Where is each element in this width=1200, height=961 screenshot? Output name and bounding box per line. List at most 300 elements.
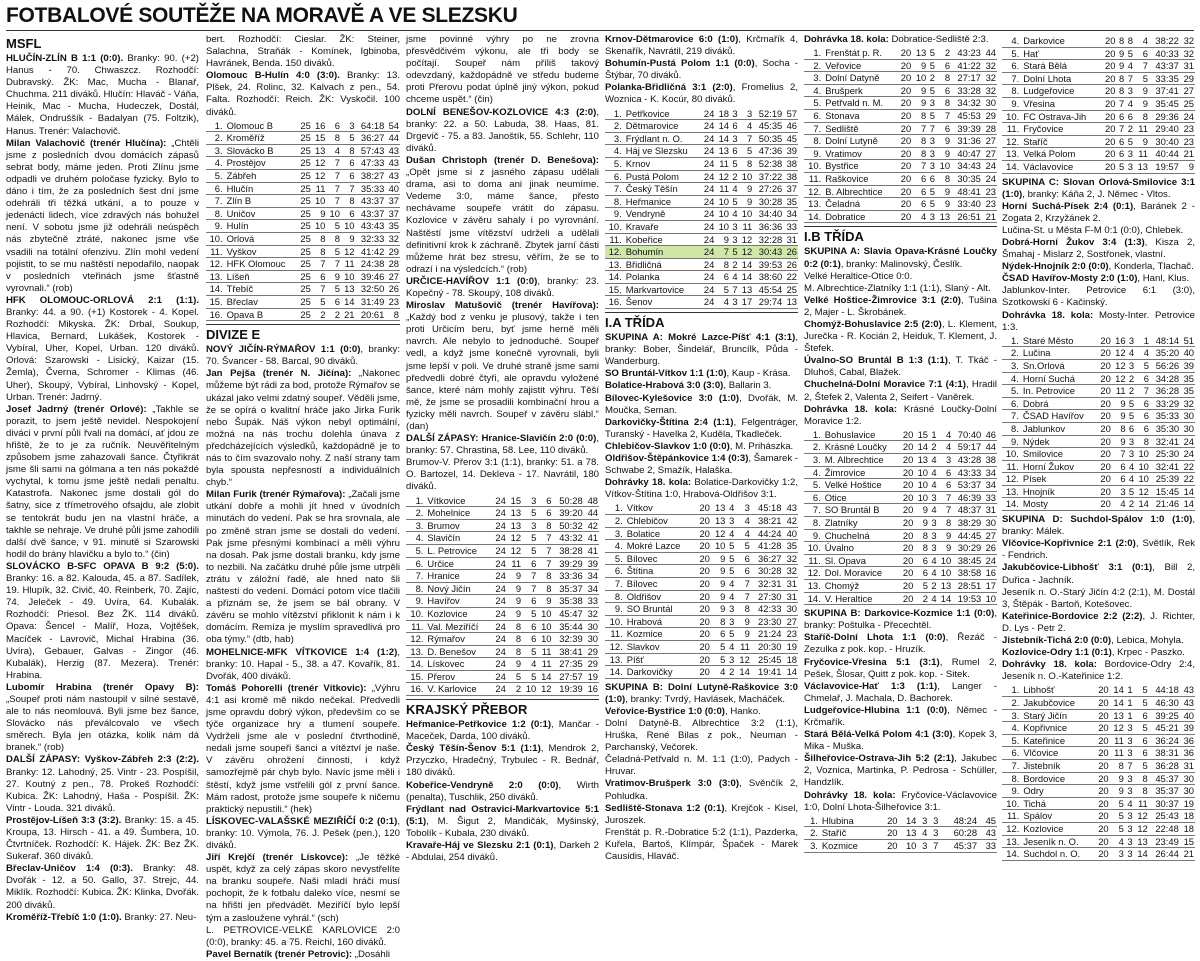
team-name: Stará Bělá xyxy=(1020,60,1101,73)
table-cell: 23 xyxy=(982,198,997,211)
table-cell: 30 xyxy=(1180,422,1195,435)
table-cell: 10. xyxy=(804,160,822,173)
article-paragraph: Bílovec-Kylešovice 3:0 (1:0), Dvořák, M. Moučka, Seman. xyxy=(605,392,798,416)
table-cell: 8 xyxy=(938,516,953,529)
table-cell: 5 xyxy=(522,670,537,683)
standings-table xyxy=(406,495,599,697)
table-cell: 20 xyxy=(897,47,912,59)
team-name: Dolní Datyně xyxy=(822,72,897,85)
article-paragraph: bert. Rozhodčí: Cieslar. ŽK: Steiner, Salachna, Straňák - Komínek, Igbinoba, Havránek, Benda. 150 diváků. xyxy=(206,34,400,70)
team-name: Kozmice xyxy=(624,628,696,641)
table-cell: 35 xyxy=(1180,385,1195,398)
table-cell: 14 xyxy=(739,271,754,284)
table-row xyxy=(605,195,798,208)
table-cell: 24 xyxy=(701,108,716,120)
section-heading: KRAJSKÝ PŘEBOR xyxy=(406,699,599,717)
page-headline: FOTBALOVÉ SOUTĚŽE NA MORAVĚ A VE SLEZSKU xyxy=(6,4,518,27)
table-cell: 24 xyxy=(492,595,507,608)
team-name: Píšť xyxy=(624,653,696,666)
table-cell: 4 xyxy=(929,554,938,567)
table-cell: 5 xyxy=(1110,797,1125,810)
table-cell: 20 xyxy=(897,198,912,211)
table-row xyxy=(406,507,599,520)
table-cell: 2 xyxy=(326,308,341,321)
table-row xyxy=(804,827,997,840)
article-paragraph: Dohrávka 18. kola: Dobratice-Sedliště 2:3. xyxy=(804,34,989,45)
table-cell: 5 xyxy=(927,47,936,59)
table-cell: 8 xyxy=(507,620,522,633)
table-cell: 1. xyxy=(605,108,623,120)
table-cell: 32:39 xyxy=(553,633,584,646)
table-cell: 5 xyxy=(927,198,936,211)
table-cell: 14 xyxy=(914,441,929,454)
table-cell: 18 xyxy=(1180,822,1195,835)
table-cell: 9 xyxy=(537,595,552,608)
table-cell: 24 xyxy=(982,554,997,567)
article-paragraph: Lubomír Hrabina (trenér Opavy B): „Soupeř proti nám nastoupil v silné sestavě, ale to nás neomlouvá. Byli jsme bez šance, Slovácko nás převálcovalo ve všech směrech. Byla jen otázka, kolik nám dá branek.“ (rob) xyxy=(6,681,199,754)
article-paragraph: Chuchelná-Dolní Moravice 7:1 (4:1), Hradil 2, Štefek 2, Valenta 2, Seifert - Vaněrek. xyxy=(804,379,997,403)
table-cell: 24 xyxy=(492,557,507,570)
section-heading: I.A TŘÍDA xyxy=(605,312,798,330)
table-cell: 9 xyxy=(912,59,927,72)
table-cell: 4 xyxy=(929,454,938,467)
table-cell: 20 xyxy=(1094,759,1109,772)
table-cell: 8 xyxy=(537,519,552,532)
table-cell: 3 xyxy=(917,839,928,852)
table-cell: 3 xyxy=(1125,722,1134,735)
team-name: Vítkov xyxy=(624,502,696,514)
table-cell: 10 xyxy=(537,633,552,646)
table-cell: 24 xyxy=(701,271,716,284)
table-cell: 7. xyxy=(1002,72,1020,85)
table-cell: 9 xyxy=(326,270,341,283)
table-cell: 9 xyxy=(936,198,951,211)
table-cell: 43:43 xyxy=(356,220,386,233)
table-cell: 5 xyxy=(1110,822,1125,835)
table-row xyxy=(1002,160,1195,173)
table-cell: 9 xyxy=(1110,772,1125,785)
section-heading: MSFL xyxy=(6,36,42,51)
table-cell: 10 xyxy=(341,270,356,283)
table-cell: 29:36 xyxy=(1149,110,1180,123)
table-cell: 5 xyxy=(1134,696,1149,709)
table-cell: 20 xyxy=(1097,385,1112,398)
table-cell: 14 xyxy=(537,670,552,683)
table-cell: 39 xyxy=(783,145,798,158)
table-cell: 1. xyxy=(1002,684,1020,696)
table-cell: 43:37 xyxy=(356,207,386,220)
article-paragraph: Stará Bělá-Velká Polom 4:1 (3:0), Kopek 3, Mika - Muška. xyxy=(804,729,997,753)
table-cell: 24 xyxy=(492,607,507,620)
table-cell: 25 xyxy=(297,195,312,208)
table-cell: 24 xyxy=(701,246,716,259)
table-cell: 12 xyxy=(1112,372,1127,385)
team-name: In. Petrovice xyxy=(1020,385,1097,398)
table-cell: 24 xyxy=(701,283,716,296)
team-name: Rýmařov xyxy=(424,633,491,646)
table-cell: 9. xyxy=(1002,435,1020,448)
table-cell: 6 xyxy=(735,552,750,565)
team-name: Horní Žukov xyxy=(1020,460,1097,473)
table-cell: 2 xyxy=(730,258,739,271)
table-cell: 35:33 xyxy=(1150,410,1180,423)
table-cell: 5 xyxy=(522,544,537,557)
table-cell: 8 xyxy=(312,233,327,246)
table-row xyxy=(406,645,599,658)
team-name: Vratimov xyxy=(822,147,897,160)
table-cell: 5. xyxy=(406,544,424,557)
table-cell: 28:51 xyxy=(952,579,982,592)
team-name: Přerov xyxy=(424,670,491,683)
table-row xyxy=(804,110,997,123)
table-cell: 7 xyxy=(936,110,951,123)
table-cell: 30 xyxy=(782,603,798,616)
table-row xyxy=(605,296,798,309)
table-cell: 6. xyxy=(1002,747,1020,760)
team-name: Kozlovice xyxy=(1020,822,1094,835)
table-cell: 4 xyxy=(726,590,735,603)
table-cell: 4 xyxy=(726,502,735,514)
table-cell: 9 xyxy=(735,628,750,641)
table-cell: 44 xyxy=(584,507,599,520)
team-name: L. Petrovice xyxy=(424,544,491,557)
table-cell: 42 xyxy=(584,519,599,532)
team-name: Vřesina xyxy=(1020,97,1101,110)
table-cell: 38:58 xyxy=(952,567,982,580)
table-cell: 16 xyxy=(1112,335,1127,347)
table-cell: 6 xyxy=(914,554,929,567)
table-row xyxy=(1002,347,1195,360)
table-cell: 13 xyxy=(1134,835,1149,848)
table-cell: 10. xyxy=(406,607,424,620)
table-cell: 11 xyxy=(1134,123,1149,136)
table-cell: 20 xyxy=(1101,148,1116,161)
table-cell: 20 xyxy=(900,554,915,567)
table-row xyxy=(1002,460,1195,473)
table-cell: 7 xyxy=(312,283,327,296)
table-cell: 40 xyxy=(782,527,798,540)
table-cell: 7. xyxy=(605,183,623,196)
table-cell: 29 xyxy=(385,245,400,258)
team-name: Brumov xyxy=(424,519,491,532)
table-row xyxy=(1002,85,1195,98)
table-cell: 12. xyxy=(605,246,623,259)
team-name: Velké Hoštice xyxy=(822,479,900,492)
table-cell: 36 xyxy=(1180,747,1195,760)
table-cell: 20 xyxy=(1094,822,1109,835)
table-cell: 24 xyxy=(492,582,507,595)
table-cell: 20 xyxy=(880,815,899,827)
table-cell: 5 xyxy=(1125,135,1134,148)
table-cell: 31 xyxy=(782,590,798,603)
table-cell: 39:53 xyxy=(753,258,783,271)
table-cell: 5 xyxy=(726,552,735,565)
table-cell: 26:51 xyxy=(951,210,982,223)
table-cell: 35:30 xyxy=(1150,422,1180,435)
table-cell: 32:31 xyxy=(751,577,783,590)
table-cell: 15:45 xyxy=(1150,485,1180,498)
table-cell: 9 xyxy=(1116,47,1125,60)
team-name: B. Albrechtice xyxy=(822,185,897,198)
table-cell: 3 xyxy=(928,827,939,840)
table-cell: 13 xyxy=(914,454,929,467)
table-cell: 43 xyxy=(1180,684,1195,696)
table-cell: 13 xyxy=(312,144,327,157)
article-paragraph: Dobrá-Horní Žukov 3:4 (1:3), Kisza 2, Šmahaj - Mislarz 2, Sostřonek, vlastní. xyxy=(1002,237,1195,261)
team-name: Šenov xyxy=(623,296,701,309)
team-name: FC Ostrava-Jih xyxy=(1020,110,1101,123)
article-paragraph: Sedliště-Stonava 1:2 (0:1), Krejčok - Kisel, Juroszek. xyxy=(605,802,798,826)
table-row xyxy=(206,258,400,271)
table-cell: 42:33 xyxy=(751,603,783,616)
team-name: Uničov xyxy=(224,207,298,220)
table-cell: 36:28 xyxy=(1150,385,1180,398)
table-cell: 36:36 xyxy=(753,220,783,233)
table-cell: 6 xyxy=(936,59,951,72)
table-row xyxy=(1002,709,1195,722)
team-name: Dolní Lutyně xyxy=(822,135,897,148)
article-paragraph: LÍSKOVEC-VALAŠSKÉ MEZIŘÍČÍ 0:2 (0:1), branky: 10. Výmola, 76. J. Pešek (pen.), 120 diváků. xyxy=(206,815,400,851)
table-cell: 5 xyxy=(1134,722,1149,735)
table-cell: 25 xyxy=(297,182,312,195)
table-cell: 14 xyxy=(1134,848,1149,861)
table-cell: 18 xyxy=(1180,810,1195,823)
table-cell: 60:28 xyxy=(939,827,978,840)
article-paragraph: NOVÝ JIČÍN-RÝMAŘOV 1:1 (0:0), branky: 70. Švancer - 58. Barcal, 90 diváků. xyxy=(206,344,400,368)
table-cell: 39 xyxy=(584,557,599,570)
table-cell: 41 xyxy=(584,532,599,545)
table-cell: 20 xyxy=(695,628,710,641)
article-paragraph: Dohrávka 18. kola: Mosty-Inter. Petrovice 1:3. xyxy=(1002,309,1195,333)
table-cell: 10 xyxy=(899,839,918,852)
table-cell: 43:33 xyxy=(952,466,982,479)
team-name: Sl. Opava xyxy=(822,554,900,567)
standings-table xyxy=(804,429,997,605)
table-cell: 31 xyxy=(1180,759,1195,772)
table-cell: 14 xyxy=(715,132,730,145)
table-cell: 6 xyxy=(522,633,537,646)
team-name: Ludgeřovice xyxy=(1020,85,1101,98)
team-name: V. Heraltice xyxy=(822,592,900,605)
table-row xyxy=(605,590,798,603)
table-cell: 16 xyxy=(584,683,599,696)
table-cell: 20 xyxy=(897,72,912,85)
table-cell: 13. xyxy=(1002,485,1020,498)
article-paragraph: Bohumín-Pustá Polom 1:1 (0:0), Socha - Štýbar, 70 diváků. xyxy=(605,58,798,82)
table-cell: 2. xyxy=(804,59,822,72)
table-cell: 4 xyxy=(938,441,953,454)
table-row xyxy=(1002,148,1195,161)
table-cell: 5 xyxy=(711,640,726,653)
table-cell: 24 xyxy=(1180,435,1195,448)
table-cell: 20 xyxy=(1101,85,1116,98)
table-cell: 5. xyxy=(1002,734,1020,747)
table-cell: 40:44 xyxy=(1149,148,1180,161)
team-name: Otice xyxy=(822,491,900,504)
table-cell: 20 xyxy=(880,827,899,840)
table-cell: 10 xyxy=(312,220,327,233)
table-cell: 2. xyxy=(206,132,224,145)
table-row xyxy=(1002,473,1195,486)
table-cell: 54 xyxy=(385,120,400,132)
team-name: Odry xyxy=(1020,785,1094,798)
table-cell: 9 xyxy=(1180,160,1195,173)
article-paragraph: Velké Heraltice-Otice 0:0. xyxy=(804,270,913,282)
table-cell: 5 xyxy=(522,607,537,620)
table-cell: 20 xyxy=(897,84,912,97)
article-paragraph: DALŠÍ ZÁPASY: Vyškov-Zábřeh 2:3 (2:2). Branky: 12. Lahodný, 25. Vintr - 23. Pospíšil, 27. Koutný z pen., 78. Prokeš Rozhodčí: Kubica. ŽK: Lahodný, Haša - Pospíšil. ŽK: Vintr - Louda. 321 diváků. xyxy=(6,754,199,814)
table-row xyxy=(605,246,798,259)
standings-table xyxy=(605,108,798,310)
table-cell: 13 xyxy=(341,283,356,296)
table-cell: 9 xyxy=(341,233,356,246)
table-cell: 8 xyxy=(912,147,927,160)
table-cell: 32 xyxy=(782,565,798,578)
table-cell: 20 xyxy=(900,479,915,492)
table-cell: 3 xyxy=(730,132,739,145)
table-cell: 6. xyxy=(804,491,822,504)
table-cell: 10. xyxy=(1002,110,1020,123)
table-cell: 2. xyxy=(1002,696,1020,709)
table-cell: 2 xyxy=(726,666,735,679)
headline-rule xyxy=(6,30,1194,31)
table-cell: 30 xyxy=(982,97,997,110)
table-cell: 27:17 xyxy=(951,72,982,85)
table-cell: 11 xyxy=(312,182,327,195)
team-name: Mosty xyxy=(1020,498,1097,511)
table-cell: 20 xyxy=(1094,684,1109,696)
table-cell: 22:48 xyxy=(1149,822,1180,835)
table-cell: 24 xyxy=(492,544,507,557)
table-cell: 20:30 xyxy=(751,640,783,653)
table-cell: 6 xyxy=(341,157,356,170)
article-paragraph: Frenštát p. R.-Dobratice 5:2 (1:1), Pazderka, Kuřela, Bartoš, Klímpár, Špaček - Marek Causidis, Hlaváč. xyxy=(605,826,798,862)
table-cell: 14. xyxy=(206,283,224,296)
table-cell: 23 xyxy=(1180,123,1195,136)
table-cell: 12 xyxy=(1134,822,1149,835)
team-name: Úvalno xyxy=(822,542,900,555)
table-cell: 6 xyxy=(522,557,537,570)
table-cell: 7 xyxy=(735,590,750,603)
table-cell: 2 xyxy=(312,308,327,321)
team-name: Smilovice xyxy=(1020,448,1097,461)
table-cell: 43 xyxy=(385,144,400,157)
article-paragraph: SKUPINA C: Slovan Orlová-Smilovice 3:1 (1:0), branky: Káňa 2, J. Němec - Vltos. xyxy=(1002,176,1195,200)
table-cell: 10 xyxy=(912,72,927,85)
table-cell: 3 xyxy=(1127,435,1136,448)
table-cell: 10 xyxy=(537,620,552,633)
table-cell: 5 xyxy=(726,565,735,578)
table-cell: 21 xyxy=(1180,148,1195,161)
table-cell: 14 xyxy=(938,592,953,605)
table-cell: 6 xyxy=(326,295,341,308)
table-cell: 17 xyxy=(739,296,754,309)
table-cell: 9 xyxy=(914,504,929,517)
table-cell: 11. xyxy=(605,628,624,641)
table-cell: 25 xyxy=(297,144,312,157)
team-name: Vlčovice xyxy=(1020,747,1094,760)
table-cell: 4 xyxy=(730,208,739,221)
table-cell: 30:28 xyxy=(751,565,783,578)
table-cell: 11. xyxy=(206,245,224,258)
table-cell: 43:37 xyxy=(356,195,386,208)
table-cell: 5 xyxy=(1134,759,1149,772)
table-cell: 38:29 xyxy=(952,516,982,529)
table-cell: 8 xyxy=(341,144,356,157)
table-cell: 9 xyxy=(715,233,730,246)
table-cell: 44:24 xyxy=(751,527,783,540)
table-cell: 3 xyxy=(1125,772,1134,785)
table-cell: 7. xyxy=(1002,410,1020,423)
table-row xyxy=(605,183,798,196)
table-cell: 46 xyxy=(783,120,798,133)
table-cell: 14. xyxy=(1002,160,1020,173)
table-cell: 32:41 xyxy=(1150,435,1180,448)
table-row xyxy=(605,233,798,246)
table-cell: 5 xyxy=(735,540,750,553)
team-name: Raškovice xyxy=(822,173,897,186)
table-cell: 6 xyxy=(1134,734,1149,747)
table-row xyxy=(1002,684,1195,696)
table-cell: 14 xyxy=(739,258,754,271)
table-cell: 4 xyxy=(929,479,938,492)
article-paragraph: Kateřinice-Bordovice 2:2 (2:2), J. Richter, D. Lys - Petr 2. xyxy=(1002,610,1195,634)
table-cell: 20 xyxy=(1097,473,1112,486)
table-cell: 22 xyxy=(1180,473,1195,486)
table-row xyxy=(206,233,400,246)
table-cell: 9. xyxy=(1002,785,1020,798)
table-cell: 32 xyxy=(385,233,400,246)
table-cell: 35:37 xyxy=(1149,785,1180,798)
table-row xyxy=(605,628,798,641)
table-cell: 6 xyxy=(938,466,953,479)
table-row xyxy=(1002,822,1195,835)
table-cell: 33 xyxy=(978,839,997,852)
table-cell: 12. xyxy=(206,258,224,271)
table-cell: 45:21 xyxy=(1149,722,1180,735)
article-paragraph: Milan Valachovič (trenér Hlučína): „Chtěli jsme z posledních dvou domácích zápasů sebrat body, máme jeden. Proti Zlínu jsme odpadli ve druhém poločase fyzicky. Bylo to dáno i tím, že za posledních šest dní jsme odehráli tři těžká utkání, a to pouze v jedenácti lidech, více zdravých nás bohužel není. V sobotu jsme již odehráli neúspěch nás zbytečně ztráté, nakonec jsme vše vsadili na totální ofenzivu. Zlín mohl vedení pojistit, to se mu naštěstí nepodařilo, naopak v posledních vteřinách jsme šťastně vyrovnali.“ (rob) xyxy=(6,137,199,294)
table-cell: 5 xyxy=(326,283,341,296)
table-cell: 6. xyxy=(804,110,822,123)
team-name: Mohelnice xyxy=(424,507,491,520)
table-cell: 24 xyxy=(701,183,716,196)
table-cell: 4 xyxy=(938,429,953,441)
table-row xyxy=(1002,372,1195,385)
table-cell: 44 xyxy=(982,47,997,59)
table-cell: 12 xyxy=(507,532,522,545)
table-cell: 6 xyxy=(341,207,356,220)
table-cell: 9 xyxy=(1134,97,1149,110)
table-row xyxy=(804,491,997,504)
table-cell: 4 xyxy=(1127,473,1136,486)
table-cell: 3 xyxy=(730,233,739,246)
article-paragraph: Vratimov-Brušperk 3:0 (3:0), Svěnčík 2, Pohludka. xyxy=(605,778,799,802)
table-cell: 20 xyxy=(695,514,710,527)
team-name: Frenštát p. R. xyxy=(822,47,897,59)
table-cell: 3. xyxy=(804,72,822,85)
table-cell: 39:39 xyxy=(951,122,982,135)
table-cell: 7. xyxy=(406,570,424,583)
table-cell: 45:54 xyxy=(753,283,783,296)
table-cell: 11. xyxy=(804,173,822,186)
team-name: Zábřeh xyxy=(224,170,298,183)
table-cell: 8 xyxy=(715,258,730,271)
table-cell: 45:35 xyxy=(753,120,783,133)
article-paragraph: Horní Suchá-Písek 2:4 (0:1), Baránek 2 - Zogata 2, Krzyžánek 2. xyxy=(1002,200,1195,224)
table-cell: 1. xyxy=(206,120,224,132)
table-cell: 1. xyxy=(804,429,822,441)
table-cell: 7. xyxy=(804,504,822,517)
